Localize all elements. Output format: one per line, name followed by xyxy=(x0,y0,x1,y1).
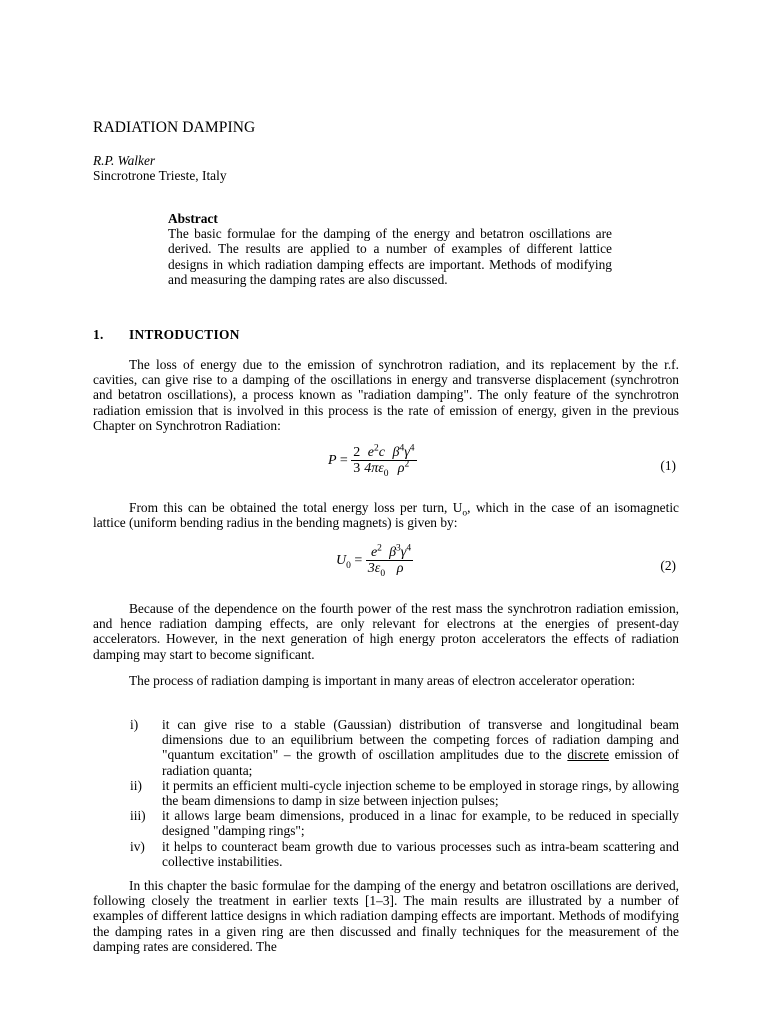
equation-2: $U_0$ = $\frac{e^2}{3\varepsilon_0}$ $\frac{\beta^3\gamma^4}{\rho}$ xyxy=(336,543,412,579)
list-marker: i) xyxy=(130,717,139,732)
paragraph-5: In this chapter the basic formulae for the damping of the energy and betatron oscillations are derived, following closely the treatment in earlier texts [1–3]. The main results are illustrated by a number of examples of different lattice designs in which radiation damping effects are important. Methods of modifying the damping rates in a given ring are then discussed and finally techniques for the measurement of the damping rates are considered. The xyxy=(93,878,679,954)
author-name: R.P. Walker xyxy=(93,153,156,168)
eq1-fraction-1: $\frac{e^2c}{4\pi\varepsilon_0}$ xyxy=(364,443,389,479)
eq2-fraction-2: $\frac{\beta^3\gamma^4}{\rho}$ xyxy=(389,543,412,576)
list-marker: iii) xyxy=(130,808,146,824)
list-marker: iv) xyxy=(130,838,145,854)
eq1-coefficient: $\frac{2}{3}$ xyxy=(353,445,361,476)
equation-1-number: (1) xyxy=(660,458,676,473)
paragraph-3: Because of the dependence on the fourth power of the rest mass the synchrotron radiation emission, and hence radiation damping effects, are only relevant for electrons at the energies of present-day accelerators. However, in the next generation of high energy proton accelerators the effects of radiation damping may start to become significant. xyxy=(93,601,679,662)
section-title: INTRODUCTION xyxy=(129,327,240,342)
paragraph-1 xyxy=(93,357,679,433)
list-marker: ii) xyxy=(130,777,142,793)
section-number: 1. xyxy=(93,327,104,342)
abstract xyxy=(168,211,612,287)
list-item: iii) it allows large beam dimensions, produced in a linac for example, to be reduced in specially designed "damping rings"; xyxy=(130,808,679,839)
list-item: iv) it helps to counteract beam growth due to various processes such as intra-beam scattering and collective instabilities. xyxy=(130,838,679,869)
eq1-fraction-2: $\frac{\beta^4\gamma^4}{\rho^2}$ xyxy=(392,443,415,476)
list-item: ii) it permits an efficient multi-cycle injection scheme to be employed in storage rings, by allowing the beam dimensions to damp in size between injection pulses; xyxy=(130,777,679,809)
eq1-lhs: P xyxy=(328,453,337,469)
list-item: i) it can give rise to a stable (Gaussian) distribution of transverse and longitudinal beam dimensions due to an equilibrium between the competing forces of radiation damping and "quantum excitation" – the growth of oscillation amplitudes due to the discrete emission of radiation quanta; xyxy=(130,717,679,778)
paragraph-2: From this can be obtained the total energy loss per turn, $U_o$, which in the case of an isomagnetic lattice (uniform bending radius in the bending magnets) is given by: xyxy=(93,500,679,531)
section-heading-introduction xyxy=(93,327,240,342)
paragraph-text: The loss of energy due to the emission of synchrotron radiation, and its replacement by the r.f. cavities, can give rise to a damping of the oscillations in energy and transverse displacement (synchrotron and betatron oscillations), a process known as "radiation damping". The only feature of the synchrotron radiation emission that is involved in this process is the rate of emission of energy, given in the previous Chapter on Synchrotron Radiation: xyxy=(93,357,679,433)
paragraph-4: The process of radiation damping is important in many areas of electron accelerator operation: xyxy=(129,673,636,688)
equation-2-number: (2) xyxy=(660,558,676,573)
eq2-fraction-1: $\frac{e^2}{3\varepsilon_0}$ xyxy=(367,543,386,579)
equation-1: P = $\frac{2}{3}$ $\frac{e^2c}{4\pi\varepsilon_0}$ $\frac{\beta^4\gamma^4}{\rho^2}$ xyxy=(328,443,415,479)
abstract-text: The basic formulae for the damping of the energy and betatron oscillations are derived. The results are applied to a number of examples of different lattice designs in which radiation damping effects are important. Methods of modifying and measuring the damping rates are also discussed. xyxy=(168,226,612,287)
application-list xyxy=(93,717,679,869)
eq2-lhs: $U_0$ xyxy=(336,553,351,572)
author-affiliation: Sincrotrone Trieste, Italy xyxy=(93,168,227,183)
abstract-heading: Abstract xyxy=(168,211,218,226)
paper-title: RADIATION DAMPING xyxy=(93,119,256,136)
